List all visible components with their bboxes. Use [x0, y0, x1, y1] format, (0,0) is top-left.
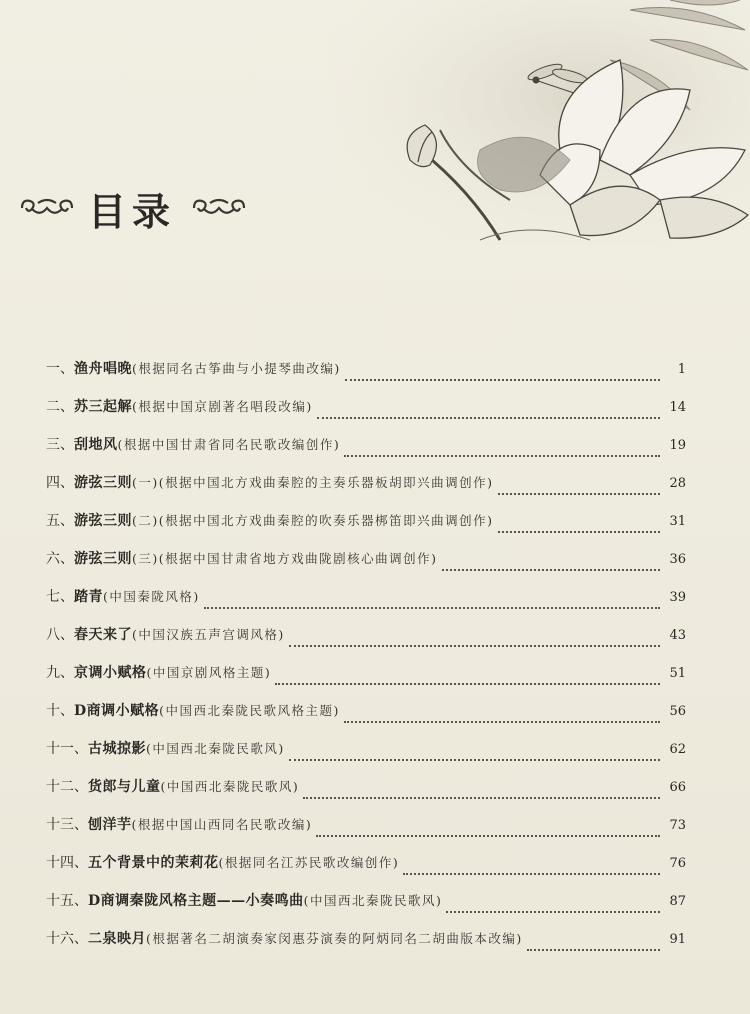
- toc-entry[interactable]: [46, 472, 686, 510]
- entry-note: (中国汉族五声宫调风格): [132, 627, 285, 642]
- entry-page: 43: [669, 628, 686, 643]
- entry-page: 76: [669, 856, 686, 871]
- toc-header: [18, 183, 248, 233]
- toc-entry[interactable]: [46, 586, 686, 624]
- entry-page: 31: [669, 514, 686, 529]
- entry-number: 十三、: [46, 817, 88, 833]
- dot-leader: [498, 493, 660, 495]
- toc-entry[interactable]: [46, 814, 686, 852]
- entry-page: 66: [669, 780, 686, 795]
- entry-title: D商调小赋格: [74, 703, 160, 719]
- dot-leader: [344, 721, 660, 723]
- entry-number: 一、: [46, 361, 74, 377]
- dot-leader: [403, 873, 660, 875]
- entry-number: 十二、: [46, 779, 88, 795]
- dot-leader: [316, 835, 660, 837]
- dot-leader: [303, 797, 660, 799]
- entry-title: 京调小赋格: [74, 665, 147, 681]
- entry-number: 四、: [46, 475, 74, 491]
- entry-page: 19: [669, 438, 686, 453]
- entry-page: 56: [669, 704, 686, 719]
- entry-note: (中国京剧风格主题): [146, 665, 272, 680]
- entry-number: 三、: [46, 437, 74, 453]
- dot-leader: [275, 683, 660, 685]
- entry-number: 十五、: [46, 893, 88, 909]
- dot-leader: [317, 417, 660, 419]
- entry-page: 39: [669, 590, 686, 605]
- dot-leader: [289, 759, 660, 761]
- entry-number: 七、: [46, 589, 74, 605]
- entry-note: (三)(根据中国甘肃省地方戏曲陇剧核心曲调创作): [132, 551, 438, 566]
- entry-page: 62: [669, 742, 686, 757]
- entry-title: 游弦三则: [74, 475, 132, 491]
- toc-entry[interactable]: [46, 890, 686, 928]
- entry-number: 八、: [46, 627, 74, 643]
- dot-leader: [527, 949, 660, 951]
- dot-leader: [204, 607, 660, 609]
- entry-note: (中国西北秦陇民歌风): [303, 893, 443, 908]
- toc-entry[interactable]: [46, 358, 686, 396]
- toc-entry[interactable]: [46, 776, 686, 814]
- entry-number: 五、: [46, 513, 74, 529]
- entry-page: 73: [669, 818, 686, 833]
- entry-title: 游弦三则: [74, 513, 132, 529]
- entry-note: (根据著名二胡演奏家闵惠芬演奏的阿炳同名二胡曲版本改编): [146, 931, 523, 946]
- toc-entry[interactable]: [46, 662, 686, 700]
- entry-title: 刨洋芋: [88, 817, 132, 833]
- toc-entry[interactable]: [46, 624, 686, 662]
- toc-entry[interactable]: [46, 510, 686, 548]
- entry-note: (中国秦陇风格): [103, 589, 200, 604]
- lotus-dragonfly-illustration: [330, 0, 750, 245]
- entry-title: 踏青: [74, 589, 103, 605]
- dot-leader: [344, 455, 660, 457]
- entry-title: 二泉映月: [88, 931, 146, 947]
- entry-note: (根据同名古筝曲与小提琴曲改编): [132, 361, 341, 376]
- toc-entry[interactable]: [46, 700, 686, 738]
- entry-number: 十、: [46, 703, 74, 719]
- dot-leader: [498, 531, 660, 533]
- dot-leader: [446, 911, 660, 913]
- entry-number: 九、: [46, 665, 74, 681]
- entry-note: (中国西北秦陇民歌风格主题): [159, 703, 340, 718]
- entry-number: 六、: [46, 551, 74, 567]
- toc-entry[interactable]: [46, 928, 686, 966]
- entry-note: (中国西北秦陇民歌风): [146, 741, 285, 756]
- toc-entry[interactable]: [46, 738, 686, 776]
- entry-title: 苏三起解: [74, 399, 132, 415]
- entry-title: 刮地风: [74, 437, 118, 453]
- entry-title: D商调秦陇风格主题——小奏鸣曲: [88, 893, 304, 909]
- entry-title: 游弦三则: [74, 551, 132, 567]
- entry-note: (二)(根据中国北方戏曲秦腔的吹奏乐器梆笛即兴曲调创作): [132, 513, 494, 528]
- table-of-contents: [46, 358, 686, 966]
- entry-page: 1: [677, 362, 686, 377]
- entry-title: 春天来了: [74, 627, 132, 643]
- entry-page: 51: [669, 666, 686, 681]
- entry-page: 91: [669, 932, 686, 947]
- entry-page: 28: [669, 476, 686, 491]
- toc-entry[interactable]: [46, 852, 686, 890]
- entry-title: 古城掠影: [88, 741, 146, 757]
- entry-number: 十四、: [46, 855, 88, 871]
- dot-leader: [289, 645, 660, 647]
- scroll-ornament-icon: [18, 195, 76, 221]
- entry-page: 87: [669, 894, 686, 909]
- entry-title: 货郎与儿童: [88, 779, 161, 795]
- entry-title: 渔舟唱晚: [74, 361, 132, 377]
- entry-number: 十六、: [46, 931, 88, 947]
- entry-title: 五个背景中的茉莉花: [88, 855, 219, 871]
- entry-number: 二、: [46, 399, 74, 415]
- entry-note: (根据同名江苏民歌改编创作): [218, 855, 400, 870]
- toc-entry[interactable]: [46, 548, 686, 586]
- entry-page: 36: [669, 552, 686, 567]
- entry-note: (根据中国山西同名民歌改编): [131, 817, 313, 832]
- dot-leader: [345, 379, 660, 381]
- entry-note: (根据中国甘肃省同名民歌改编创作): [117, 437, 341, 452]
- entry-number: 十一、: [46, 741, 88, 757]
- entry-note: (一)(根据中国北方戏曲秦腔的主奏乐器板胡即兴曲调创作): [132, 475, 494, 490]
- entry-note: (中国西北秦陇民歌风): [160, 779, 300, 794]
- entry-page: 14: [669, 400, 686, 415]
- toc-entry[interactable]: [46, 434, 686, 472]
- page-title: 目录: [88, 189, 177, 234]
- scroll-ornament-icon: [190, 195, 248, 221]
- toc-entry[interactable]: [46, 396, 686, 434]
- entry-note: (根据中国京剧著名唱段改编): [132, 399, 313, 414]
- dot-leader: [442, 569, 660, 571]
